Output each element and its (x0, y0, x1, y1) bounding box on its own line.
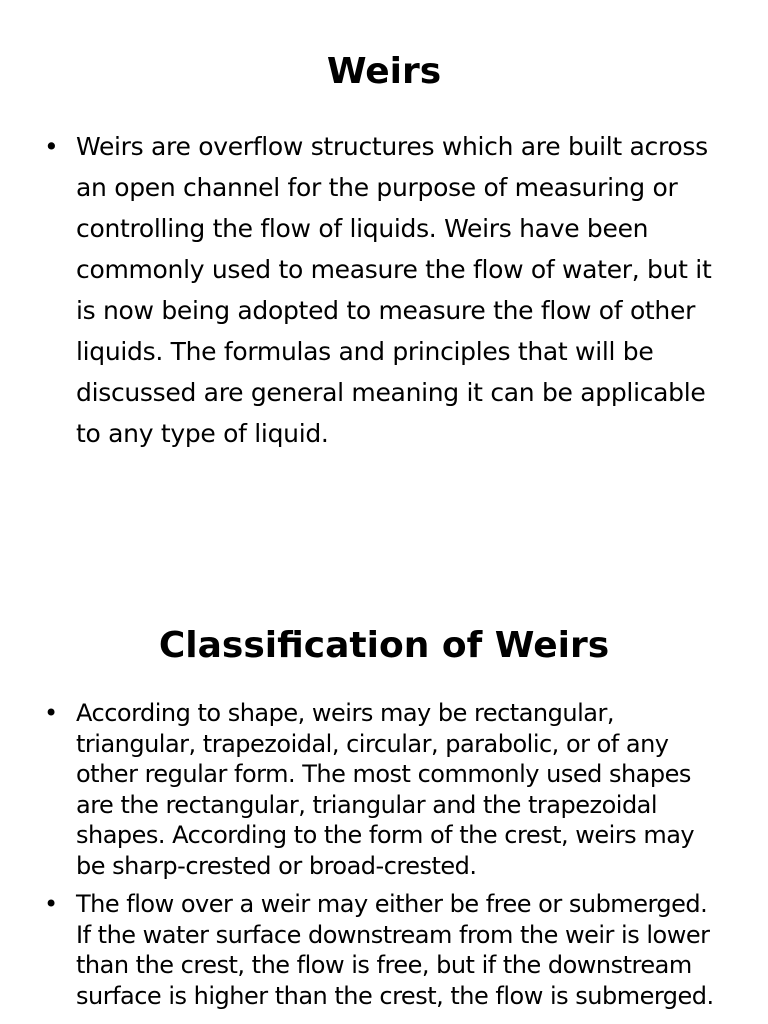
slide-title: Weirs (326, 51, 442, 92)
bullet-text: The flow over a weir may either be free or submerged. If the water surface downstream from the weir is lower than the crest, the flow is free, but if the downstream surface is higher than the crest, the flow is submerged. (76, 890, 714, 1010)
bullet-text: Weirs are overflow structures which are built across an open channel for the purpose of measuring or controlling the flow of liquids. Weirs have been commonly used to measure the flow of water, but it is now being adopted to measure the flow of other liquids. The formulas and principles that will be discussed are general meaning it can be applicable to any type of liquid. (76, 132, 712, 448)
bullet-icon: • (44, 132, 59, 161)
bullet-item (44, 698, 724, 881)
bullet-icon: • (44, 699, 58, 727)
bullet-text: According to shape, weirs may be rectangular, triangular, trapezoidal, circular, parabolic, or of any other regular form. The most commonly used shapes are the rectangular, triangular and the trapezoidal shapes. According to the form of the crest, weirs may be sharp-crested or broad-crested. (76, 699, 695, 880)
bullet-list (44, 698, 724, 1019)
bullet-icon: • (44, 890, 58, 918)
slide-classification-of-weirs (0, 600, 768, 1024)
slide-title: Classification of Weirs (158, 625, 610, 666)
bullet-list (44, 126, 724, 454)
bullet-item (44, 126, 724, 454)
bullet-item (44, 889, 724, 1011)
